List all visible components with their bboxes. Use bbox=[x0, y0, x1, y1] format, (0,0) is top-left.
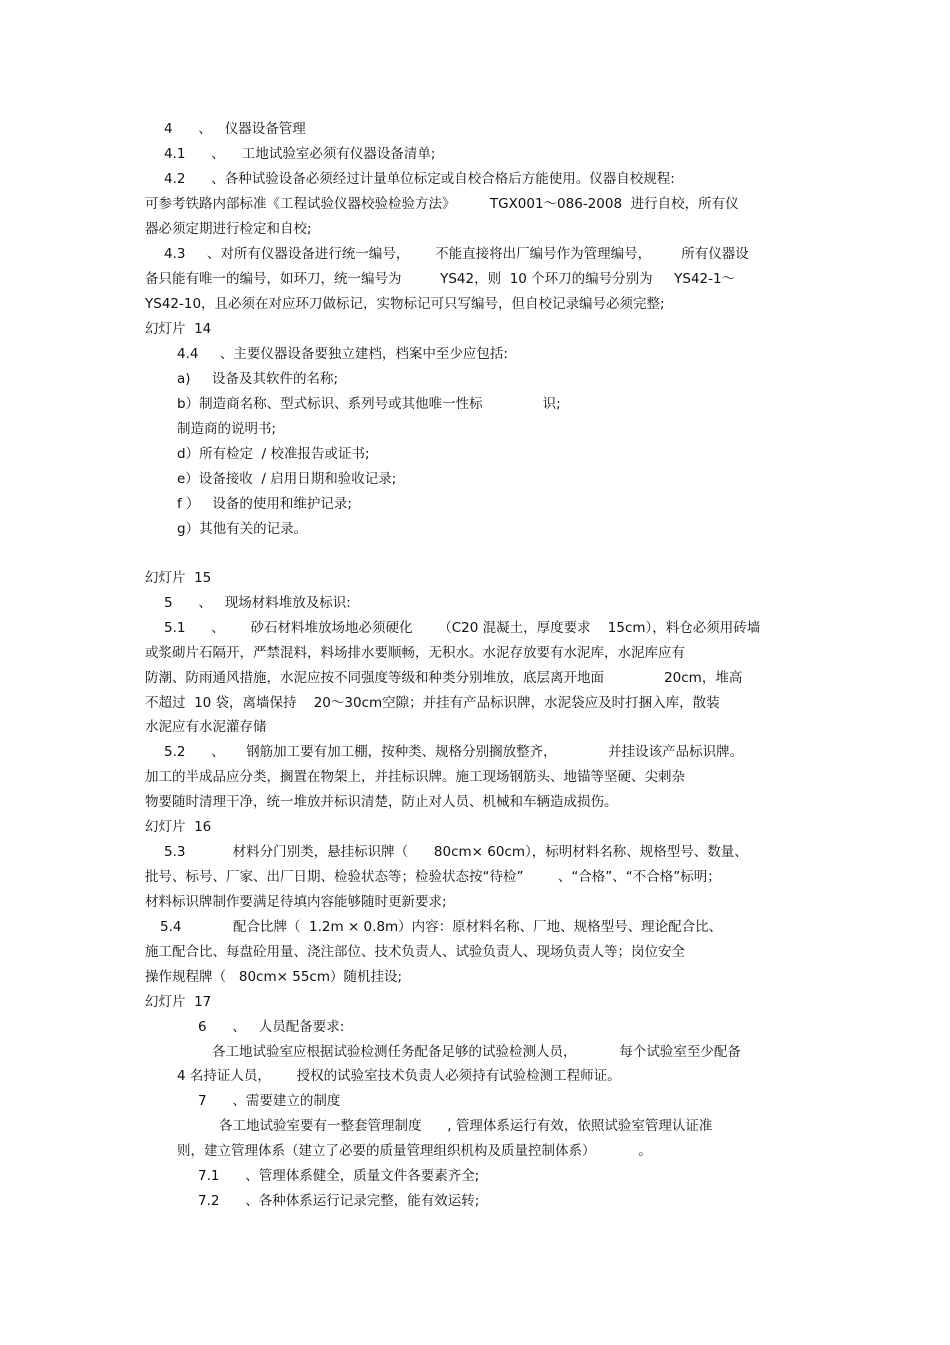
text-line: 4 、 仪器设备管理 bbox=[164, 121, 306, 137]
text-line: 批号、标号、厂家、出厂日期、检验状态等；检验状态按“待检” 、“合格”、“不合格”标明； bbox=[145, 869, 721, 885]
slide-marker: 幻灯片 15 bbox=[145, 570, 212, 586]
text-line: 防潮、防雨通风措施，水泥应按不同强度等级和种类分别堆放，底层离开地面 20cm，堆高 bbox=[145, 670, 743, 686]
list-item: d）所有检定 / 校准报告或证书; bbox=[177, 446, 370, 462]
text-line: 7.1 、管理体系健全，质量文件各要素齐全; bbox=[198, 1168, 480, 1184]
text-line: 5.4 配合比牌（ 1.2m × 0.8m）内容：原材料名称、厂地、规格型号、理论配合比、 bbox=[160, 919, 723, 935]
text-line: 加工的半成品应分类，搁置在物架上，并挂标识牌。施工现场钢筋头、地锚等坚硬、尖刺杂 bbox=[145, 769, 685, 785]
text-line: 4 名持证人员， 授权的试验室技术负责人必须持有试验检测工程师证。 bbox=[177, 1068, 621, 1084]
text-line: 器必须定期进行检定和自校; bbox=[145, 221, 312, 237]
text-line: 物要随时清理干净，统一堆放并标识清楚，防止对人员、机械和车辆造成损伤。 bbox=[145, 794, 618, 810]
text-line: 各工地试验室要有一整套管理制度 , 管理体系运行有效，依照试验室管理认证准 bbox=[219, 1118, 713, 1134]
list-item: g）其他有关的记录。 bbox=[177, 521, 308, 537]
text-line: YS42-10，且必须在对应环刀做标记，实物标记可只写编号，但自校记录编号必须完整; bbox=[145, 296, 665, 312]
text-line: 材料标识牌制作要满足待填内容能够随时更新要求; bbox=[145, 894, 447, 910]
text-line: 4.4 、主要仪器设备要独立建档，档案中至少应包括: bbox=[177, 346, 508, 362]
list-item: b）制造商名称、型式标识、系列号或其他唯一性标 识; bbox=[177, 396, 561, 412]
text-line: 5.3 材料分门别类，悬挂标识牌（ 80cm× 60cm），标明材料名称、规格型号、数量、 bbox=[164, 844, 748, 860]
text-line: 水泥应有水泥灌存储 bbox=[145, 719, 267, 735]
text-line: 6 、 人员配备要求: bbox=[198, 1019, 345, 1035]
text-line: 5.2 、 钢筋加工要有加工棚，按种类、规格分别搁放整齐， 并挂设该产品标识牌。 bbox=[164, 744, 744, 760]
text-line: 操作规程牌（ 80cm× 55cm）随机挂设; bbox=[145, 969, 403, 985]
slide-marker: 幻灯片 16 bbox=[145, 819, 212, 835]
list-item: 制造商的说明书; bbox=[177, 421, 277, 437]
text-line: 4.1 、 工地试验室必须有仪器设备清单; bbox=[164, 146, 436, 162]
text-line: 4.2 、各种试验设备必须经过计量单位标定或自校合格后方能使用。仪器自校规程: bbox=[164, 171, 675, 187]
text-line: 不超过 10 袋，离墙保持 20～30cm空隙；并挂有产品标识牌，水泥袋应及时打捆入库，散装 bbox=[145, 695, 720, 711]
text-line: 可参考铁路内部标准《工程试验仪器校验检验方法》 TGX001～086-2008 进行自校，所有仪 bbox=[145, 196, 739, 212]
slide-marker: 幻灯片 14 bbox=[145, 321, 212, 337]
text-line: 则，建立管理体系（建立了必要的质量管理组织机构及质量控制体系） 。 bbox=[177, 1143, 652, 1159]
text-line: 备只能有唯一的编号，如环刀，统一编号为 YS42，则 10 个环刀的编号分别为 YS42-1～ bbox=[145, 271, 736, 287]
list-item: a) 设备及其软件的名称; bbox=[177, 371, 339, 387]
list-item: e）设备接收 / 启用日期和验收记录; bbox=[177, 471, 397, 487]
list-item: f ） 设备的使用和维护记录; bbox=[177, 496, 352, 512]
text-line: 7 、需要建立的制度 bbox=[198, 1093, 341, 1109]
text-line: 7.2 、各种体系运行记录完整，能有效运转; bbox=[198, 1193, 480, 1209]
text-line: 5 、 现场材料堆放及标识: bbox=[164, 595, 351, 611]
text-line: 各工地试验室应根据试验检测任务配备足够的试验检测人员， 每个试验室至少配备 bbox=[212, 1044, 741, 1060]
text-line: 或浆砌片石隔开，严禁混料，料场排水要顺畅，无积水。水泥存放要有水泥库，水泥库应有 bbox=[145, 645, 685, 661]
text-line: 5.1 、 砂石材料堆放场地必须硬化 （C20 混凝土，厚度要求 15cm），料仓必须用砖墙 bbox=[164, 620, 761, 636]
text-line: 4.3 、对所有仪器设备进行统一编号， 不能直接将出厂编号作为管理编号， 所有仪器设 bbox=[164, 246, 749, 262]
text-line: 施工配合比、每盘砼用量、浇注部位、技术负责人、试验负责人、现场负责人等；岗位安全 bbox=[145, 944, 685, 960]
slide-marker: 幻灯片 17 bbox=[145, 994, 212, 1010]
